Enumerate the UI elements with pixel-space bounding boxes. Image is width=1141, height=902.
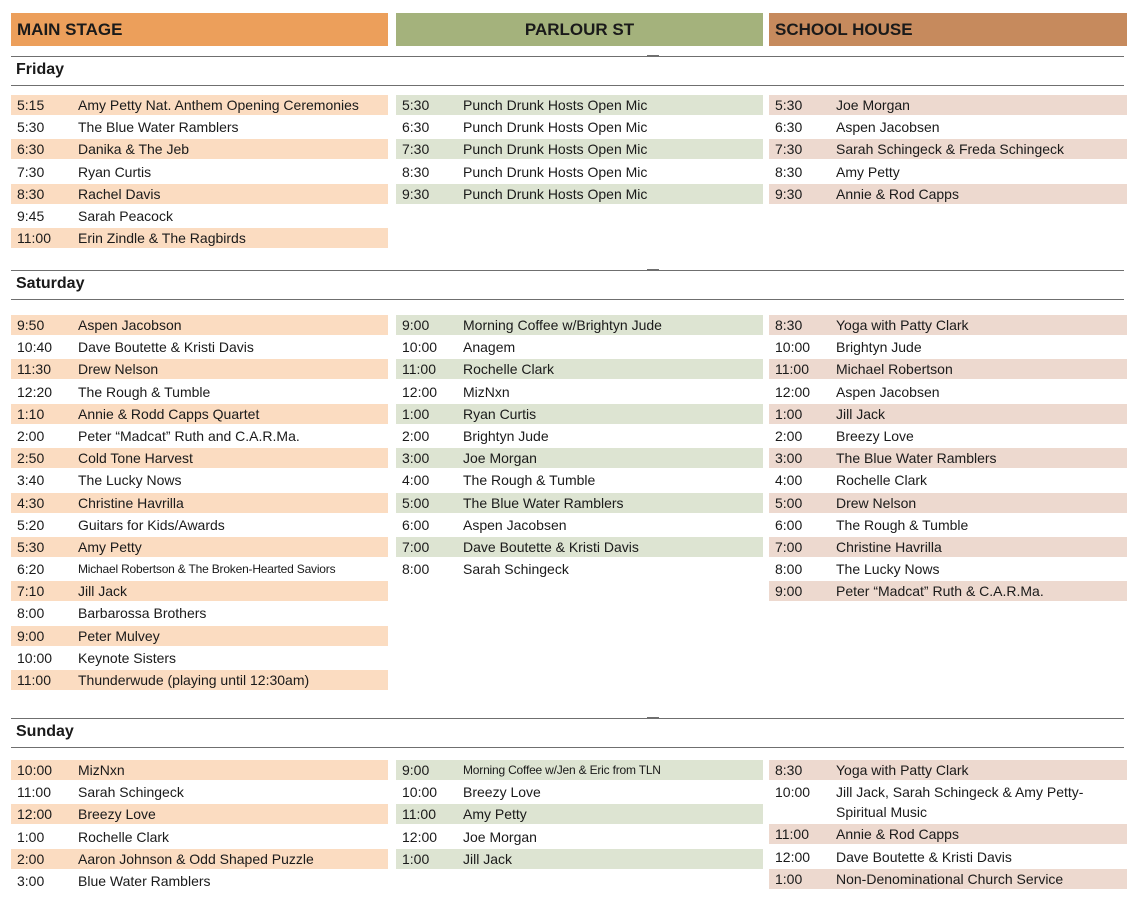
sunday-day-header: [11, 718, 1124, 748]
slot-time: 1:00: [775, 405, 803, 422]
slot-act: Amy Petty: [836, 163, 900, 180]
slot-time: 5:00: [775, 494, 803, 511]
slot-act: Brightyn Jude: [836, 339, 922, 356]
schedule-row: [396, 537, 763, 557]
slot-act: Keynote Sisters: [78, 649, 177, 666]
schedule-row: [396, 337, 763, 357]
slot-act: Dave Boutette & Kristi Davis: [836, 848, 1012, 865]
slot-act: Aspen Jacobsen: [836, 383, 940, 400]
slot-time: 8:00: [775, 561, 803, 578]
slot-act: Brightyn Jude: [463, 427, 549, 444]
slot-act: Sarah Schingeck: [463, 561, 569, 578]
saturday-parlour-st-schedule: [396, 315, 763, 581]
slot-act: Danika & The Jeb: [78, 141, 190, 158]
slot-act: Blue Water Ramblers: [78, 872, 211, 889]
schedule-row: [11, 559, 388, 579]
slot-act: Aspen Jacobson: [78, 317, 182, 333]
friday-day-header: [11, 56, 1124, 86]
slot-time: 5:30: [775, 97, 803, 113]
friday-parlour-st-schedule: [396, 95, 763, 206]
schedule-row: [11, 581, 388, 601]
slot-act: Joe Morgan: [463, 450, 537, 467]
slot-act: MizNxn: [463, 383, 510, 400]
slot-time: 12:00: [402, 828, 438, 845]
slot-time: 6:00: [402, 516, 430, 533]
slot-time: 10:00: [402, 339, 438, 356]
slot-time: 8:30: [17, 185, 45, 202]
slot-act: Jill Jack, Sarah Schingeck & Amy Petty-Spiritual Music: [836, 784, 1084, 821]
schedule-row: [396, 404, 763, 424]
slot-time: 10:00: [775, 339, 811, 356]
schedule-row: [11, 448, 388, 468]
slot-time: 7:00: [402, 538, 430, 555]
schedule-row: [11, 670, 388, 690]
slot-act: Rochelle Clark: [78, 828, 170, 845]
schedule-row: [11, 603, 388, 623]
sunday-main-stage-schedule: [11, 760, 388, 893]
slot-act: Jill Jack: [463, 850, 513, 867]
slot-act: Sarah Schingeck & Freda Schingeck: [836, 141, 1065, 158]
slot-act: Punch Drunk Hosts Open Mic: [463, 141, 648, 158]
slot-act: Amy Petty: [463, 806, 527, 823]
slot-act: Breezy Love: [836, 427, 914, 444]
slot-act: Punch Drunk Hosts Open Mic: [463, 97, 648, 113]
slot-act: Rachel Davis: [78, 185, 161, 202]
slot-act: Cold Tone Harvest: [78, 450, 193, 467]
slot-time: 8:30: [402, 163, 430, 180]
slot-act: Drew Nelson: [78, 361, 159, 378]
slot-time: 11:00: [775, 826, 809, 843]
schedule-row: [769, 559, 1127, 579]
slot-act: The Rough & Tumble: [463, 472, 596, 489]
schedule-row: [769, 404, 1127, 424]
slot-time: 1:00: [17, 828, 45, 845]
slot-act: Barbarossa Brothers: [78, 605, 207, 622]
slot-act: Ryan Curtis: [78, 163, 152, 180]
slot-time: 1:00: [775, 870, 803, 887]
schedule-row: [396, 559, 763, 579]
schedule-row: [396, 760, 763, 780]
schedule-row: [769, 337, 1127, 357]
schedule-row: [769, 537, 1127, 557]
slot-time: 5:30: [17, 538, 45, 555]
schedule-row: [769, 184, 1127, 204]
schedule-row: [769, 869, 1127, 889]
slot-act: The Blue Water Ramblers: [836, 450, 997, 467]
slot-act: The Blue Water Ramblers: [78, 119, 239, 136]
schedule-row: [769, 426, 1127, 446]
sunday-label: Sunday: [16, 723, 74, 740]
schedule-row: [396, 139, 763, 159]
slot-time: 10:00: [402, 784, 438, 801]
schedule-row: [396, 782, 763, 802]
slot-act: Breezy Love: [463, 784, 541, 801]
saturday-day-header: [11, 270, 1124, 300]
schedule-row: [11, 827, 388, 847]
slot-time: 1:10: [17, 405, 45, 422]
slot-time: 3:00: [17, 872, 45, 889]
slot-time: 12:20: [17, 383, 53, 400]
slot-time: 12:00: [775, 383, 811, 400]
slot-time: 6:20: [17, 561, 45, 578]
schedule-row: [11, 315, 388, 335]
schedule-row: [11, 139, 388, 159]
slot-time: 6:30: [775, 119, 803, 136]
slot-time: 5:30: [402, 97, 430, 113]
schedule-row: [396, 470, 763, 490]
schedule-row: [769, 359, 1127, 379]
schedule-row: [396, 493, 763, 513]
schedule-row: [11, 117, 388, 137]
slot-act: Joe Morgan: [836, 97, 910, 113]
schedule-row: [769, 470, 1127, 490]
slot-time: 3:00: [775, 450, 803, 467]
schedule-row: [396, 315, 763, 335]
slot-time: 2:00: [17, 427, 45, 444]
friday-label: Friday: [16, 61, 65, 78]
main-stage-header: MAIN STAGE: [11, 13, 388, 46]
slot-time: 12:00: [402, 383, 438, 400]
saturday-main-stage-schedule: [11, 315, 388, 692]
slot-act: Christine Havrilla: [78, 494, 184, 511]
schedule-row: [11, 426, 388, 446]
schedule-row: [11, 359, 388, 379]
slot-time: 5:15: [17, 97, 45, 113]
schedule-row: [396, 382, 763, 402]
schedule-row: [11, 162, 388, 182]
slot-time: 11:00: [402, 806, 436, 823]
sunday-parlour-st-schedule: [396, 760, 763, 871]
slot-act: Drew Nelson: [836, 494, 917, 511]
slot-time: 9:45: [17, 207, 45, 224]
slot-act: Michael Robertson: [836, 361, 953, 378]
schedule-row: [11, 228, 388, 248]
schedule-row: [11, 648, 388, 668]
slot-act: Michael Robertson & The Broken-Hearted Saviors: [78, 562, 336, 577]
slot-act: Peter “Madcat” Ruth & C.A.R.Ma.: [836, 583, 1044, 600]
slot-act: Morning Coffee w/Brightyn Jude: [463, 317, 662, 333]
slot-act: Yoga with Patty Clark: [836, 762, 969, 778]
schedule-row: [769, 847, 1127, 867]
slot-time: 9:30: [402, 185, 430, 202]
slot-time: 11:00: [17, 672, 51, 688]
slot-act: Sarah Peacock: [78, 207, 173, 224]
schedule-row: [11, 404, 388, 424]
slot-act: Dave Boutette & Kristi Davis: [78, 339, 254, 356]
schedule-row: [769, 515, 1127, 535]
slot-act: Jill Jack: [78, 583, 128, 600]
schedule-row: [11, 804, 388, 824]
saturday-label: Saturday: [16, 275, 85, 292]
slot-time: 11:00: [775, 361, 809, 378]
schedule-row: [11, 515, 388, 535]
slot-act: The Lucky Nows: [836, 561, 940, 578]
slot-time: 8:00: [402, 561, 430, 578]
slot-act: Annie & Rodd Capps Quartet: [78, 405, 260, 422]
schedule-row: [11, 626, 388, 646]
schedule-row: [11, 184, 388, 204]
slot-time: 10:00: [17, 762, 53, 778]
slot-time: 7:30: [17, 163, 45, 180]
slot-time: 11:00: [17, 230, 51, 247]
schedule-row: [769, 95, 1127, 115]
schedule-row: [769, 824, 1127, 844]
slot-time: 6:00: [775, 516, 803, 533]
slot-act: Rochelle Clark: [463, 361, 555, 378]
sunday-school-house-schedule: [769, 760, 1127, 891]
slot-time: 12:00: [775, 848, 811, 865]
slot-act: Aaron Johnson & Odd Shaped Puzzle: [78, 850, 314, 867]
slot-time: 7:30: [402, 141, 430, 158]
slot-time: 10:00: [17, 649, 53, 666]
schedule-row: [11, 782, 388, 802]
slot-time: 4:00: [775, 472, 803, 489]
slot-act: Peter “Madcat” Ruth and C.A.R.Ma.: [78, 427, 300, 444]
slot-time: 3:00: [402, 450, 430, 467]
friday-school-house-schedule: [769, 95, 1127, 206]
slot-time: 7:00: [775, 538, 803, 555]
slot-time: 11:00: [402, 361, 436, 378]
schedule-row: [396, 95, 763, 115]
schedule-row: [396, 117, 763, 137]
schedule-row: [11, 382, 388, 402]
slot-time: 2:00: [402, 427, 430, 444]
slot-act: Rochelle Clark: [836, 472, 928, 489]
schedule-row: [769, 162, 1127, 182]
slot-act: Thunderwude (playing until 12:30am): [78, 672, 310, 688]
slot-time: 9:00: [402, 762, 430, 778]
schedule-row: [11, 760, 388, 780]
slot-time: 9:30: [775, 185, 803, 202]
school-house-header: SCHOOL HOUSE: [769, 13, 1127, 46]
slot-act: MizNxn: [78, 762, 125, 778]
slot-time: 11:00: [17, 784, 51, 801]
schedule-row: [769, 581, 1127, 601]
slot-act: Aspen Jacobsen: [463, 516, 567, 533]
slot-time: 5:20: [17, 516, 45, 533]
slot-act: Annie & Rod Capps: [836, 826, 959, 843]
slot-time: 10:40: [17, 339, 53, 356]
schedule-row: [11, 206, 388, 226]
schedule-row: [11, 95, 388, 115]
slot-act: Jill Jack: [836, 405, 886, 422]
slot-act: Yoga with Patty Clark: [836, 317, 969, 333]
schedule-row: [396, 827, 763, 847]
slot-time: 2:00: [775, 427, 803, 444]
slot-time: 5:30: [17, 119, 45, 136]
slot-time: 1:00: [402, 850, 430, 867]
schedule-row: [11, 470, 388, 490]
schedule-row: [396, 162, 763, 182]
slot-time: 8:00: [17, 605, 45, 622]
schedule-row: [769, 382, 1127, 402]
schedule-row: [769, 493, 1127, 513]
slot-time: 8:30: [775, 317, 803, 333]
slot-time: 8:30: [775, 163, 803, 180]
slot-act: Breezy Love: [78, 806, 156, 823]
slot-time: 9:00: [17, 627, 45, 644]
slot-time: 9:00: [402, 317, 430, 333]
slot-time: 1:00: [402, 405, 430, 422]
slot-time: 9:50: [17, 317, 45, 333]
slot-act: The Lucky Nows: [78, 472, 182, 489]
saturday-school-house-schedule: [769, 315, 1127, 603]
schedule-row: [396, 849, 763, 869]
slot-time: 11:30: [17, 361, 51, 378]
slot-act: Punch Drunk Hosts Open Mic: [463, 163, 648, 180]
slot-act: Sarah Schingeck: [78, 784, 184, 801]
slot-time: 12:00: [17, 806, 53, 823]
slot-time: 3:40: [17, 472, 45, 489]
slot-act: Joe Morgan: [463, 828, 537, 845]
slot-act: Punch Drunk Hosts Open Mic: [463, 119, 648, 136]
slot-time: 6:30: [17, 141, 45, 158]
schedule-row: [11, 537, 388, 557]
schedule-row: [396, 515, 763, 535]
slot-time: 8:30: [775, 762, 803, 778]
schedule-row: [769, 315, 1127, 335]
slot-act: Anagem: [463, 339, 516, 356]
slot-act: The Rough & Tumble: [836, 516, 969, 533]
slot-time: 4:00: [402, 472, 430, 489]
slot-time: 9:00: [775, 583, 803, 600]
slot-act: Annie & Rod Capps: [836, 185, 959, 202]
slot-act: Ryan Curtis: [463, 405, 537, 422]
slot-act: Amy Petty Nat. Anthem Opening Ceremonies: [78, 97, 359, 113]
schedule-row: [769, 117, 1127, 137]
slot-act: Punch Drunk Hosts Open Mic: [463, 185, 648, 202]
schedule-row: [396, 804, 763, 824]
schedule-row: [769, 760, 1127, 780]
slot-act: Non-Denominational Church Service: [836, 870, 1064, 887]
slot-act: Christine Havrilla: [836, 538, 942, 555]
schedule-row: [769, 139, 1127, 159]
schedule-row: [396, 426, 763, 446]
slot-act: Erin Zindle & The Ragbirds: [78, 230, 246, 247]
slot-act: The Blue Water Ramblers: [463, 494, 624, 511]
slot-act: The Rough & Tumble: [78, 383, 211, 400]
schedule-row: [11, 337, 388, 357]
schedule-row: [396, 184, 763, 204]
schedule-row: [11, 849, 388, 869]
slot-time: 7:30: [775, 141, 803, 158]
slot-time: 7:10: [17, 583, 45, 600]
friday-main-stage-schedule: [11, 95, 388, 250]
slot-act: Dave Boutette & Kristi Davis: [463, 538, 639, 555]
slot-time: 5:00: [402, 494, 430, 511]
parlour-st-header: PARLOUR ST: [396, 13, 763, 46]
slot-time: 10:00: [775, 784, 811, 801]
schedule-row: [769, 448, 1127, 468]
slot-act: Guitars for Kids/Awards: [78, 516, 225, 533]
slot-time: 4:30: [17, 494, 45, 511]
schedule-row: [396, 359, 763, 379]
schedule-row: [396, 448, 763, 468]
schedule-row: [11, 871, 388, 891]
slot-act: Aspen Jacobsen: [836, 119, 940, 136]
slot-act: Morning Coffee w/Jen & Eric from TLN: [463, 763, 661, 777]
slot-act: Peter Mulvey: [78, 627, 160, 644]
slot-time: 2:00: [17, 850, 45, 867]
slot-act: Amy Petty: [78, 538, 142, 555]
slot-time: 6:30: [402, 119, 430, 136]
schedule-row: [769, 782, 1127, 822]
schedule-row: [11, 493, 388, 513]
slot-time: 2:50: [17, 450, 45, 467]
